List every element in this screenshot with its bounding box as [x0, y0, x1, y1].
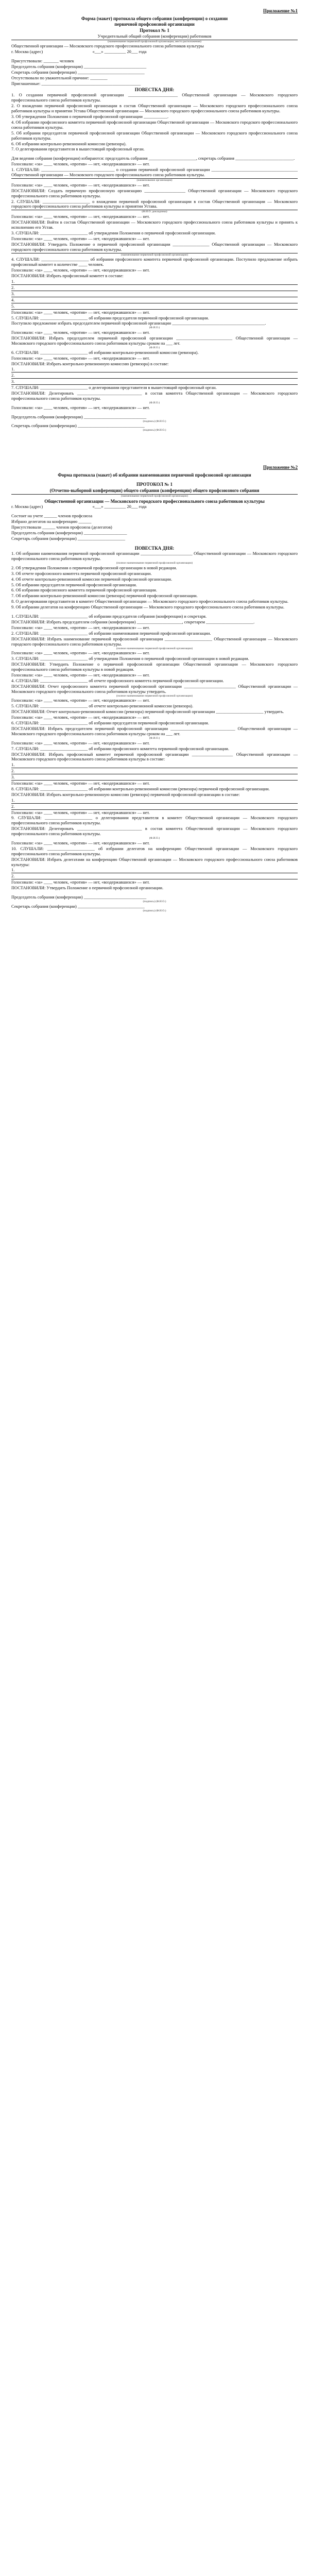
paragraph: Голосовали: «за» ____ человек, «против» — нет, «воздержавшихся» — нет. [11, 625, 150, 630]
paragraph: ПОСТАНОВИЛИ: Отчет профсоюзного комитета первичной профсоюзной организации ________________________ Общественной организации — Московского городского профессионального союза работников культуры утвердить. [11, 684, 299, 694]
paragraph: Отсутствовали по уважительной причине: ________ [11, 75, 108, 80]
appendix-1-protocol-form [11, 8, 298, 432]
field-hint: (наименование организации) [136, 178, 173, 182]
paragraph: 6. СЛУШАЛИ: ______________________ об избрании контрольно-ревизионной комиссии (ревизора). [11, 350, 199, 355]
paragraph: ПОСТАНОВИЛИ: Делегировать ______________________________ в состав комитета Общественной организации — Московского городского профессионального союза работников культуры. [11, 826, 299, 837]
paragraph: Председатель собрания (конференции) _____________________________ [11, 64, 147, 70]
paragraph: Присутствовали: _______ человек [11, 59, 74, 64]
fill-in-line: 1. [11, 762, 298, 768]
paragraph: 10. СЛУШАЛИ: ______________________ об избрании делегатов на конференцию Общественной организации — Московского городского профессионального союза работников культуры. [11, 846, 299, 856]
paragraph: ПОСТАНОВИЛИ: Избрать профсоюзный комитет первичной профсоюзной организации ___________________ Общественной организации — Московского городского профессионального союза работников культуры в составе: [11, 752, 299, 762]
paragraph: 3. Об утверждении Положения о первичной профсоюзной организации ___________. [11, 114, 169, 120]
appendix-heading: Приложение №1 [263, 8, 298, 13]
paragraph: 4. СЛУШАЛИ: ______________________ об избрании профсоюзного комитета первичной профсоюзной организации. Поступило предложение избрать профсоюзный комитет в количестве ____ человек. [11, 257, 299, 267]
fill-in-line: 2. [11, 804, 298, 810]
section-title: ПРОТОКОЛ № 1 [136, 482, 173, 487]
section-title: ПОВЕСТКА ДНЯ: [134, 87, 175, 92]
section-title: первичной профсоюзной организации [114, 22, 195, 27]
paragraph: Секретарь собрания (конференции) _______________________________ [11, 904, 145, 909]
section-subtitle: Учредительный общий собрания (конференции) работников [97, 33, 212, 39]
paragraph: ПОСТАНОВИЛИ: Отчет контрольно-ревизионной комиссии (ревизора) первичной профсоюзной организации ______________________ утвердить. [11, 709, 284, 715]
paragraph: Голосовали: «за» ____ человек, «против» — нет, «воздержавшихся» — нет. [11, 310, 150, 315]
section-title: Протокол № 1 [140, 27, 169, 33]
paragraph: 3. СЛУШАЛИ: ______________________ об утверждении Положения о первичной профсоюзной организации. [11, 230, 216, 235]
paragraph: Голосовали: «за» ____ человек, «против» — нет, «воздержавшихся» — нет. [11, 355, 150, 361]
paragraph: 7. СЛУШАЛИ: ______________________ о делегировании представителя в вышестоящий профсоюзный орган. [11, 385, 217, 391]
spacer [11, 510, 298, 513]
spacer [11, 152, 298, 156]
paragraph: 5. СЛУШАЛИ: ______________________ об отчете контрольно-ревизионной комиссии (ревизора). [11, 704, 194, 709]
paragraph: Председатель собрания (конференции) _____________________________ [11, 414, 147, 419]
paragraph: г. Москва (адрес) «___» __________ 20___ года [11, 49, 147, 55]
field-hint: (Ф.И.О.) [149, 401, 160, 404]
paragraph: Голосовали: «за» ____ человек, «против» — нет, «воздержавшихся» — нет. [11, 673, 150, 677]
paragraph: Голосовали: «за» ____ человек, «против» — нет, «воздержавшихся» — нет. [11, 214, 150, 219]
paragraph: Секретарь собрания (конференции) ______________________ [11, 536, 126, 541]
fill-in-line: 1. [11, 367, 298, 372]
fill-in-line: 3. [11, 292, 298, 297]
paragraph: 7. О делегировании представителя в вышестоящий профсоюзный орган. [11, 147, 145, 152]
spacer [11, 542, 298, 545]
spacer [11, 478, 298, 481]
paragraph: Председатель собрания (конференции) _____________________________ [11, 895, 147, 900]
paragraph: Секретарь собрания (конференции) _______________________________ [11, 70, 145, 75]
paragraph: ПОСТАНОВИЛИ: Избрать наименование первичной профсоюзной организации ______________________ Общественной организации — Московского городского профессионального союза работников культуры. [11, 636, 299, 647]
fill-in-line: 2. [11, 874, 298, 879]
paragraph: ПОСТАНОВИЛИ: Делегировать ______________________________ в состав комитета Общественной организации — Московского городского профессионального союза работников культуры. [11, 391, 299, 401]
paragraph: 2. Об утверждении Положения о первичной профсоюзной организации в новой редакции. [11, 565, 177, 570]
fill-in-line: 4. [11, 298, 298, 303]
paragraph: 5. Об избрании председателя первичной профсоюзной организации. [11, 582, 137, 587]
paragraph: ПОСТАНОВИЛИ: Создать первичную профсоюзную организацию ___________________ Общественной организации — Московского городского профессионального союза работников культуры. [11, 188, 299, 198]
spacer [11, 611, 298, 614]
field-hint: (наименование первичной профсоюзной организации) [121, 494, 188, 498]
field-hint: (подпись) (Ф.И.О.) [143, 900, 166, 904]
field-hint: (наименование первичной профсоюзной организации) [121, 253, 188, 257]
paragraph: Голосовали: «за» ____ человек, «против» — нет, «воздержавшихся» — нет. [11, 330, 150, 335]
spacer [11, 411, 298, 414]
paragraph: Приглашенные: ______________________________________________ [11, 81, 141, 86]
paragraph: Голосовали: «за» ____ человек, «против» — нет, «воздержавшихся» — нет. [11, 268, 150, 273]
spacer [11, 55, 298, 58]
fill-in-line: 3. [11, 379, 298, 385]
section-title: ПОВЕСТКА ДНЯ: [134, 545, 175, 551]
paragraph: ПОСТАНОВИЛИ: Избрать делегатами на конференцию Общественной организации — Московского городского профессионального союза работников культуры: [11, 857, 299, 867]
fill-in-line: 3. [11, 775, 298, 781]
paragraph: ПОСТАНОВИЛИ: Избрать председателем собрания (конференции) _____________________, секретарем ______________________. [11, 619, 255, 624]
paragraph: Голосовали: «за» ____ человек, «против» — нет, «воздержавшихся» — нет. [11, 880, 150, 885]
paragraph: ПОСТАНОВИЛИ: Войти в состав Общественной организации — Московского городского профессионального союза работников культуры и принять к исполнению его Устав. [11, 220, 299, 230]
spacer [11, 891, 298, 894]
paragraph: Голосовали: «за» ____ человек, «против» — нет, «воздержавшихся» — нет. [11, 840, 150, 845]
fill-in-line: 2. [11, 769, 298, 774]
paragraph: ПОСТАНОВИЛИ: Утвердить Положение о первичной профсоюзной организации. [11, 886, 164, 891]
fill-in-line: 5. [11, 304, 298, 310]
section-title: (Отчетно-выборной конференции) общего собрания (конференции) общего профсоюзного собрания [49, 488, 260, 494]
paragraph: ПОСТАНОВИЛИ: Утвердить Положение о первичной профсоюзной организации _________________ Общественной организации — Московского городского профессионального союза работников культуры. [11, 242, 299, 252]
paragraph: Поступило предложение избрать председателем первичной профсоюзной организации ___________________________________________. [11, 321, 266, 326]
field-hint: (Ф.И.О. докладчика) [142, 210, 167, 214]
paragraph: ПОСТАНОВИЛИ: Избрать контрольно-ревизионную комиссию (ревизора) в составе: [11, 361, 169, 366]
section-title: Форма протокола (макет) об избрании наименования первичной профсоюзной организации [58, 472, 251, 478]
paragraph: 4. Об избрании профсоюзного комитета первичной профсоюзной организации Общественной организации — Московского городского профессионального союза работников культуры. [11, 120, 299, 130]
paragraph: 3. Об отчете профсоюзного комитета первичной профсоюзной организации. [11, 571, 152, 576]
field-hint: (наименование первичной профсоюзной организации, место расположения) [108, 40, 201, 43]
field-hint: (полное наименование первичной профсоюзной организации) [116, 561, 193, 565]
field-hint: (полное наименование первичной профсоюзной организации) [116, 694, 193, 698]
section-title: Общественной организации — Московского городского профессионального союза работников культуры [44, 498, 265, 504]
paragraph: 4. СЛУШАЛИ: ______________________ об отчете профсоюзного комитета первичной профсоюзной организации. [11, 678, 224, 683]
section-spacer [11, 433, 298, 464]
paragraph: 8. О делегировании представителя в комитет Общественной организации — Московского городского профессионального союза работников культуры. [11, 599, 288, 604]
field-hint: (подпись) (Ф.И.О.) [143, 419, 166, 423]
section-title: Форма (макет) протокола общего собрания (конференции) о создании [81, 15, 228, 21]
paragraph: 4. Об отчете контрольно-ревизионной комиссии первичной профсоюзной организации. [11, 577, 173, 582]
paragraph: 2. О вхождении первичной профсоюзной организации в состав Общественной организации — Московского городского профессионального союза работников культуры и принятии Устава Общественной организации — Московского городского профессионального союза работников культуры. [11, 104, 299, 114]
fill-in-line: 2. [11, 285, 298, 291]
paragraph: 1. СЛУШАЛИ: __________________________________ о создании первичной профсоюзной организации ________________________________________ Общественной организации — Московского городского профессионального союза работников культуры. [11, 167, 299, 178]
paragraph: 5. СЛУШАЛИ: ______________________ об избрании председателя первичной профсоюзной организации. [11, 315, 209, 320]
paragraph: Состоит на учете ______ членов профсоюза [11, 514, 93, 519]
paragraph: Голосовали: «за» ____ человек, «против» — нет, «воздержавшихся» — нет. [11, 740, 150, 745]
fill-in-line: 2. [11, 373, 298, 379]
paragraph: 2. СЛУШАЛИ: ______________________ о вхождении первичной профсоюзной организации в состав Общественной организации — Московского городского профессионального союза работников культуры и принятии Устава. [11, 199, 299, 209]
paragraph: Избрано делегатов на конференцию ______ [11, 519, 92, 524]
field-hint: (Ф.И.О.) [149, 736, 160, 740]
field-hint: (Ф.И.О.) [149, 346, 160, 349]
paragraph: Голосовали: «за» ____ человек, «против» — нет, «воздержавшихся» — нет. [11, 405, 150, 410]
paragraph: 2. СЛУШАЛИ: ______________________ об избрании наименования первичной профсоюзной организации. [11, 631, 211, 636]
paragraph: ПОСТАНОВИЛИ: Избрать профсоюзный комитет в составе: [11, 274, 124, 279]
paragraph: Голосовали: «за» ____ человек, «против» — нет, «воздержавшихся» — нет. [11, 781, 150, 786]
paragraph: 1. О создании первичной профсоюзной организации _______________________ Общественной организации — Московского городского профессионального союза работников культуры. [11, 93, 299, 103]
paragraph: 6. Об избрании контрольно-ревизионной комиссии (ревизора). [11, 141, 127, 146]
paragraph: Для ведения собрания (конференции) избираются: председатель собрания ______________________, секретарь собрания ___________________________. [11, 156, 295, 161]
paragraph: ПОСТАНОВИЛИ: Избрать контрольно-ревизионную комиссию (ревизора) первичной профсоюзной организации в составе: [11, 792, 240, 797]
paragraph: Присутствовали ______ членов профсоюза (делегатов) [11, 524, 112, 530]
field-hint: (полное наименование первичной профсоюзной организации) [116, 647, 193, 650]
paragraph: 6. СЛУШАЛИ: ______________________ об избрании председателя первичной профсоюзной организации. [11, 721, 209, 726]
field-hint: (Ф.И.О.) [149, 837, 160, 840]
paragraph: 7. СЛУШАЛИ: ______________________ об избрании профсоюзного комитета первичной профсоюзной организации. [11, 746, 229, 751]
paragraph: ПОСТАНОВИЛИ: Утвердить Положение о первичной профсоюзной организации Общественной организации — Московского городского профессионального союза работников культуры в новой редакции. [11, 662, 299, 672]
paragraph: 7. Об избрании контрольно-ревизионной комиссии (ревизора) первичной профсоюзной организации. [11, 594, 198, 599]
paragraph: Голосовали: «за» ____ человек, «против» — нет, «воздержавшихся» — нет. [11, 162, 150, 167]
paragraph: ПОСТАНОВИЛИ: Избрать председателем первичной профсоюзной организации __________________________ Общественной организации — Московского городского профессионального союза работников культуры сроком на ___ лет. [11, 336, 299, 346]
fill-in-line: 1. [11, 868, 298, 873]
appendix-2-protocol-form [11, 465, 298, 912]
paragraph: 3. СЛУШАЛИ: ______________________ об утверждении Положения о первичной профсоюзной организации в новой редакции. [11, 656, 249, 662]
paragraph: 6. Об избрании профсоюзного комитета первичной профсоюзной организации. [11, 588, 157, 593]
paragraph: Голосовали: «за» ____ человек, «против» — нет, «воздержавшихся» — нет. [11, 182, 150, 188]
fill-in-line: 1. [11, 798, 298, 804]
paragraph: Голосовали: «за» ____ человек, «против» — нет, «воздержавшихся» — нет. [11, 698, 150, 703]
paragraph: 5. Об избрании председателя первичной профсоюзной организации Общественной организации — Московского городского профессионального союза работников культуры. [11, 130, 299, 141]
field-hint: (подпись) (Ф.И.О.) [143, 909, 166, 912]
paragraph: 8. СЛУШАЛИ: ______________________ об избрании контрольно-ревизионной комиссии (ревизора) первичной профсоюзной организации. [11, 786, 270, 791]
paragraph: Голосовали: «за» ____ человек, «против» — нет, «воздержавшихся» — нет. [11, 715, 150, 720]
document-body [0, 0, 309, 913]
appendix-heading: Приложение №2 [263, 465, 298, 470]
paragraph: 9. Об избрании делегатов на конференцию Общественной организации — Московского городского профессионального союза работников культуры. [11, 605, 285, 610]
fill-in-line: 1. [11, 279, 298, 285]
paragraph: Секретарь собрания (конференции) _______________________________ [11, 423, 145, 429]
paragraph: Голосовали: «за» ____ человек, «против» — нет, «воздержавшихся» — нет. [11, 810, 150, 815]
paragraph: Голосовали: «за» ____ человек, «против» — нет, «воздержавшихся» — нет. [11, 236, 150, 241]
paragraph: 9. СЛУШАЛИ: ______________________ о делегировании представителя в комитет Общественной организации — Московского городского профессионального союза работников культуры. [11, 816, 299, 826]
paragraph: 1. СЛУШАЛИ: ______________________ об избрании председателя собрания (конференции) и секретаря. [11, 614, 207, 619]
paragraph: г. Москва (адрес) «___» __________ 20___ года [11, 504, 147, 510]
paragraph: ПОСТАНОВИЛИ: Избрать председателем первичной профсоюзной организации ______________________________ Общественной организации — Московского городского профессионального союза работников культуры сроком на ___ лет. [11, 726, 299, 736]
field-hint: (Ф.И.О.) [149, 326, 160, 330]
paragraph: Общественной организации — Московского городского профессионального союза работников культуры [11, 44, 204, 49]
paragraph: 1. Об избрании наименования первичной профсоюзной организации ________________________ Общественной организации — Московского городского профессионального союза работников культуры. [11, 551, 299, 562]
field-hint: (подпись) (Ф.И.О.) [143, 429, 166, 432]
paragraph: Председатель собрания (конференции) ____________________ [11, 530, 127, 535]
paragraph: Голосовали: «за» ____ человек, «против» — нет, «воздержавшихся» — нет. [11, 651, 150, 656]
